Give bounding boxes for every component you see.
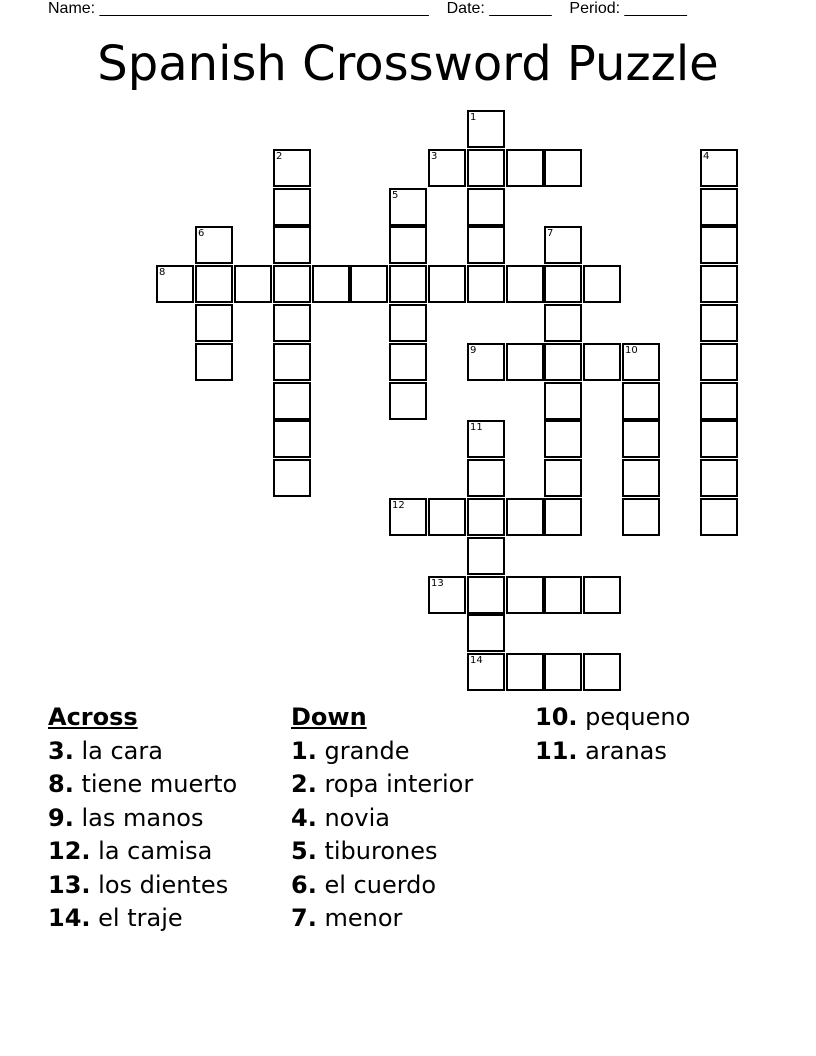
crossword-cell[interactable] [700,498,738,536]
crossword-cell[interactable] [544,304,582,342]
crossword-cell[interactable] [389,343,427,381]
date-label: Date: [446,0,485,17]
clue-text: grande [324,736,410,765]
crossword-cell[interactable] [506,149,544,187]
clue-number-label: 10. [535,703,578,731]
crossword-cell[interactable] [544,498,582,536]
clue-item [48,768,237,802]
clue-number: 4 [703,151,710,162]
name-blank[interactable]: _____________________________________ [99,0,429,17]
clue-number: 11 [470,422,483,433]
crossword-cell[interactable] [428,576,466,614]
crossword-cell[interactable] [273,188,311,226]
crossword-cell[interactable] [195,304,233,342]
crossword-cell[interactable] [544,576,582,614]
crossword-cell[interactable] [544,265,582,303]
clue-number-label: 4. [291,803,317,832]
clue-item [48,902,237,936]
crossword-cell[interactable] [700,149,738,187]
clue-number-label: 5. [291,837,317,865]
clue-text: las manos [81,803,204,832]
crossword-cell[interactable] [467,537,505,575]
crossword-cell[interactable] [273,265,311,303]
crossword-cell[interactable] [622,382,660,420]
clue-item [48,735,237,769]
period-label: Period: [569,0,621,17]
crossword-cell[interactable] [273,226,311,264]
crossword-cell[interactable] [273,459,311,497]
down-clues-continued [535,701,690,768]
crossword-cell[interactable] [467,614,505,652]
crossword-cell[interactable] [622,498,660,536]
crossword-cell[interactable] [389,382,427,420]
crossword-cell[interactable] [389,188,427,226]
crossword-cell[interactable] [700,226,738,264]
clue-item [48,835,237,869]
crossword-cell[interactable] [544,653,582,691]
crossword-cell[interactable] [700,459,738,497]
crossword-cell[interactable] [467,226,505,264]
clue-text: tiburones [324,837,438,865]
crossword-cell[interactable] [467,653,505,691]
crossword-cell[interactable] [583,265,621,303]
crossword-cell[interactable] [544,149,582,187]
clue-number: 2 [276,151,283,162]
crossword-cell[interactable] [506,265,544,303]
crossword-cell[interactable] [700,304,738,342]
clue-number: 6 [198,228,205,239]
clue-number-label: 11. [535,736,578,765]
clue-item [535,735,690,769]
crossword-cell[interactable] [273,343,311,381]
clue-text: los dientes [98,870,229,899]
crossword-cell[interactable] [544,226,582,264]
clue-number-label: 12. [48,837,91,865]
period-blank[interactable]: _______ [624,0,687,17]
clue-number: 9 [470,345,477,356]
crossword-cell[interactable] [467,498,505,536]
crossword-cell[interactable] [195,265,233,303]
clue-item [291,902,473,936]
crossword-cell[interactable] [622,420,660,458]
clue-number-label: 13. [48,870,91,899]
down-clues [291,701,473,936]
clue-text: el cuerdo [324,870,437,899]
clue-text: el traje [98,904,183,932]
crossword-cell[interactable] [467,343,505,381]
crossword-cell[interactable] [273,420,311,458]
crossword-cell[interactable] [506,343,544,381]
clue-number-label: 2. [291,770,317,798]
clue-number: 10 [625,345,638,356]
clue-number-label: 3. [48,736,74,765]
clue-text: tiene muerto [81,770,238,798]
crossword-cell[interactable] [389,265,427,303]
clue-text: aranas [585,736,667,765]
down-clue-list-continued [535,701,690,768]
down-heading: Down [291,703,367,731]
crossword-cell[interactable] [312,265,350,303]
crossword-cell[interactable] [428,149,466,187]
crossword-cell[interactable] [273,149,311,187]
across-heading: Across [48,703,138,731]
clue-text: ropa interior [324,770,474,798]
crossword-cell[interactable] [350,265,388,303]
crossword-cell[interactable] [389,498,427,536]
clue-number: 14 [470,655,483,666]
crossword-cell[interactable] [583,653,621,691]
crossword-cell[interactable] [700,188,738,226]
crossword-cell[interactable] [506,653,544,691]
clue-text: la camisa [98,837,213,865]
clue-item [291,735,473,769]
clue-text: la cara [81,736,163,765]
clue-number: 3 [431,151,438,162]
crossword-cell[interactable] [467,188,505,226]
crossword-cell[interactable] [389,226,427,264]
crossword-cell[interactable] [544,420,582,458]
crossword-cell[interactable] [467,420,505,458]
crossword-cell[interactable] [273,304,311,342]
clue-text: pequeno [585,703,691,731]
clue-number-label: 7. [291,904,317,932]
clue-item [291,835,473,869]
crossword-cell[interactable] [700,265,738,303]
crossword-cell[interactable] [583,576,621,614]
clue-item [291,768,473,802]
crossword-cell[interactable] [467,459,505,497]
clue-item [291,869,473,903]
clue-item [48,869,237,903]
crossword-cell[interactable] [700,420,738,458]
crossword-cell[interactable] [583,343,621,381]
crossword-cell[interactable] [700,382,738,420]
crossword-cell[interactable] [467,110,505,148]
clue-number-label: 14. [48,904,91,932]
crossword-cell[interactable] [234,265,272,303]
clue-number-label: 6. [291,870,317,899]
name-label: Name: [48,0,96,17]
crossword-cell[interactable] [506,498,544,536]
crossword-cell[interactable] [544,459,582,497]
crossword-cell[interactable] [622,459,660,497]
across-clues [48,701,237,936]
across-clue-list [48,735,237,936]
clue-number-label: 1. [291,736,317,765]
page-title: Spanish Crossword Puzzle [97,36,719,92]
clue-item [535,701,690,735]
crossword-cell[interactable] [467,265,505,303]
crossword-cell[interactable] [700,343,738,381]
clue-text: novia [324,803,390,832]
crossword-cell[interactable] [428,498,466,536]
down-clue-list [291,735,473,936]
crossword-cell[interactable] [544,382,582,420]
crossword-cell[interactable] [195,226,233,264]
clue-number: 12 [392,500,405,511]
crossword-cell[interactable] [544,343,582,381]
clue-number: 5 [392,190,399,201]
clue-number-label: 9. [48,803,74,832]
crossword-cell[interactable] [467,576,505,614]
clue-text: menor [324,904,403,932]
clue-number: 7 [547,228,554,239]
clue-number: 1 [470,112,477,123]
clue-item [48,802,237,836]
clue-number-label: 8. [48,770,74,798]
crossword-cell[interactable] [506,576,544,614]
crossword-cell[interactable] [156,265,194,303]
crossword-cell[interactable] [195,343,233,381]
clue-number: 13 [431,578,444,589]
crossword-cell[interactable] [467,149,505,187]
crossword-cell[interactable] [273,382,311,420]
date-blank[interactable]: _______ [489,0,552,17]
clue-item [291,802,473,836]
crossword-cell[interactable] [389,304,427,342]
clue-number: 8 [159,267,166,278]
crossword-cell[interactable] [428,265,466,303]
crossword-cell[interactable] [622,343,660,381]
